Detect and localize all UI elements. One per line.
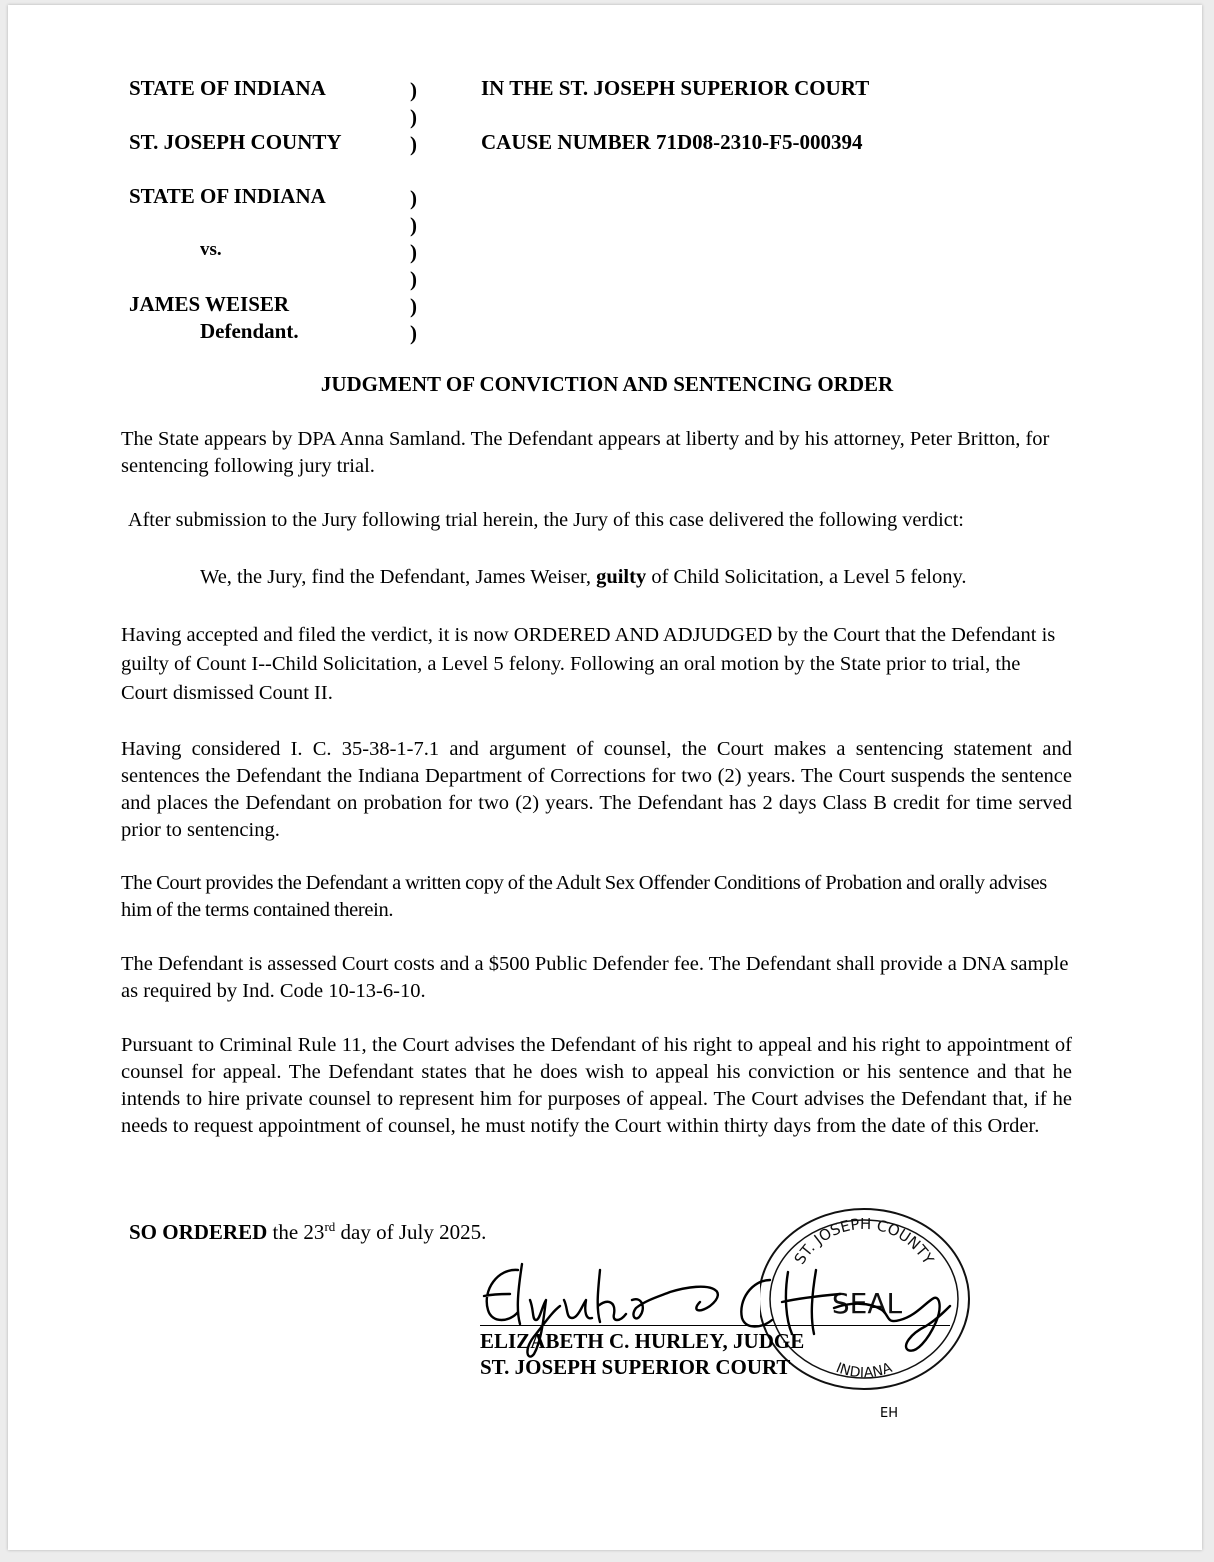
verdict-guilty: guilty — [596, 566, 647, 588]
so-ordered-line — [129, 1219, 486, 1245]
paren: ) — [410, 321, 417, 345]
caption-court: IN THE ST. JOSEPH SUPERIOR COURT — [481, 76, 870, 100]
document-title: JUDGMENT OF CONVICTION AND SENTENCING ORDER — [320, 372, 894, 396]
caption-cause-number: CAUSE NUMBER 71D08-2310-F5-000394 — [481, 130, 863, 154]
paragraph-costs: The Defendant is assessed Court costs and a $500 Public Defender fee. The Defendant shall provide a DNA sample as required by Ind. Code 10-13-6-10. — [121, 953, 1069, 1002]
paragraph-sentence: Having considered I. C. 35-38-1-7.1 and argument of counsel, the Court makes a sentencing statement and sentences the Defendant the Indiana Department of Corrections for two (2) years. The Court suspends the sentence and places the Defendant on probation for two (2) years. The Defendant has 2 days Class B credit for time served prior to sentencing. — [121, 738, 1072, 841]
seal-top-text: ST. JOSEPH COUNTY — [790, 1214, 938, 1268]
paren: ) — [410, 186, 417, 210]
paren: ) — [410, 132, 417, 156]
so-ordered-date: the 23 — [267, 1220, 325, 1244]
paragraph-judgment: Having accepted and filed the verdict, it is now ORDERED AND ADJUDGED by the Court that the Defendant is guilty of Count I--Child Solicitation, a Level 5 felony. Following an oral motion by the State prior to trial, the Court dismissed Count II. — [121, 624, 1056, 704]
paragraph-verdict-intro: After submission to the Jury following trial herein, the Jury of this case delivered the following verdict: — [128, 509, 964, 531]
verdict-post: of Child Solicitation, a Level 5 felony. — [646, 566, 967, 588]
paren: ) — [410, 294, 417, 318]
paren: ) — [410, 240, 417, 264]
paragraph-appearances: The State appears by DPA Anna Samland. The Defendant appears at liberty and by his attorney, Peter Britton, for sentencing following jury trial. — [121, 428, 1050, 477]
caption-plaintiff: STATE OF INDIANA — [129, 184, 326, 208]
judge-name: ELIZABETH C. HURLEY, JUDGE — [480, 1329, 805, 1353]
so-ordered-rest: day of July 2025. — [335, 1220, 487, 1244]
caption-defendant-role: Defendant. — [200, 319, 299, 343]
caption-defendant-name: JAMES WEISER — [129, 292, 290, 316]
so-ordered-suffix: rd — [324, 1219, 336, 1234]
seal-center-text: SEAL — [831, 1287, 903, 1320]
paragraph-appeal: Pursuant to Criminal Rule 11, the Court advises the Defendant of his right to appeal and his right to appointment of counsel for appeal. The Defendant states that he does wish to appeal his conviction or his sentence and that he intends to hire private counsel to represent him for purposes of appeal. The Court advises the Defendant that, if he needs to request appointment of counsel, he must notify the Court within thirty days from the date of this Order. — [121, 1034, 1072, 1137]
seal-initials: EH — [880, 1406, 898, 1421]
paren: ) — [410, 78, 417, 102]
seal-bottom-text: INDIANA — [833, 1360, 895, 1382]
paren: ) — [410, 105, 417, 129]
paren: ) — [410, 267, 417, 291]
verdict-text — [200, 564, 1100, 591]
so-ordered-bold: SO ORDERED — [129, 1220, 268, 1244]
caption-state: STATE OF INDIANA — [129, 76, 326, 100]
caption-versus: vs. — [200, 239, 222, 260]
caption-county: ST. JOSEPH COUNTY — [129, 130, 342, 154]
judge-court: ST. JOSEPH SUPERIOR COURT — [480, 1355, 791, 1379]
paren: ) — [410, 213, 417, 237]
paragraph-probation-conditions: The Court provides the Defendant a written copy of the Adult Sex Offender Conditions of Probation and orally advises him of the terms contained therein. — [121, 872, 1047, 921]
verdict-pre: We, the Jury, find the Defendant, James Weiser, — [200, 566, 597, 588]
